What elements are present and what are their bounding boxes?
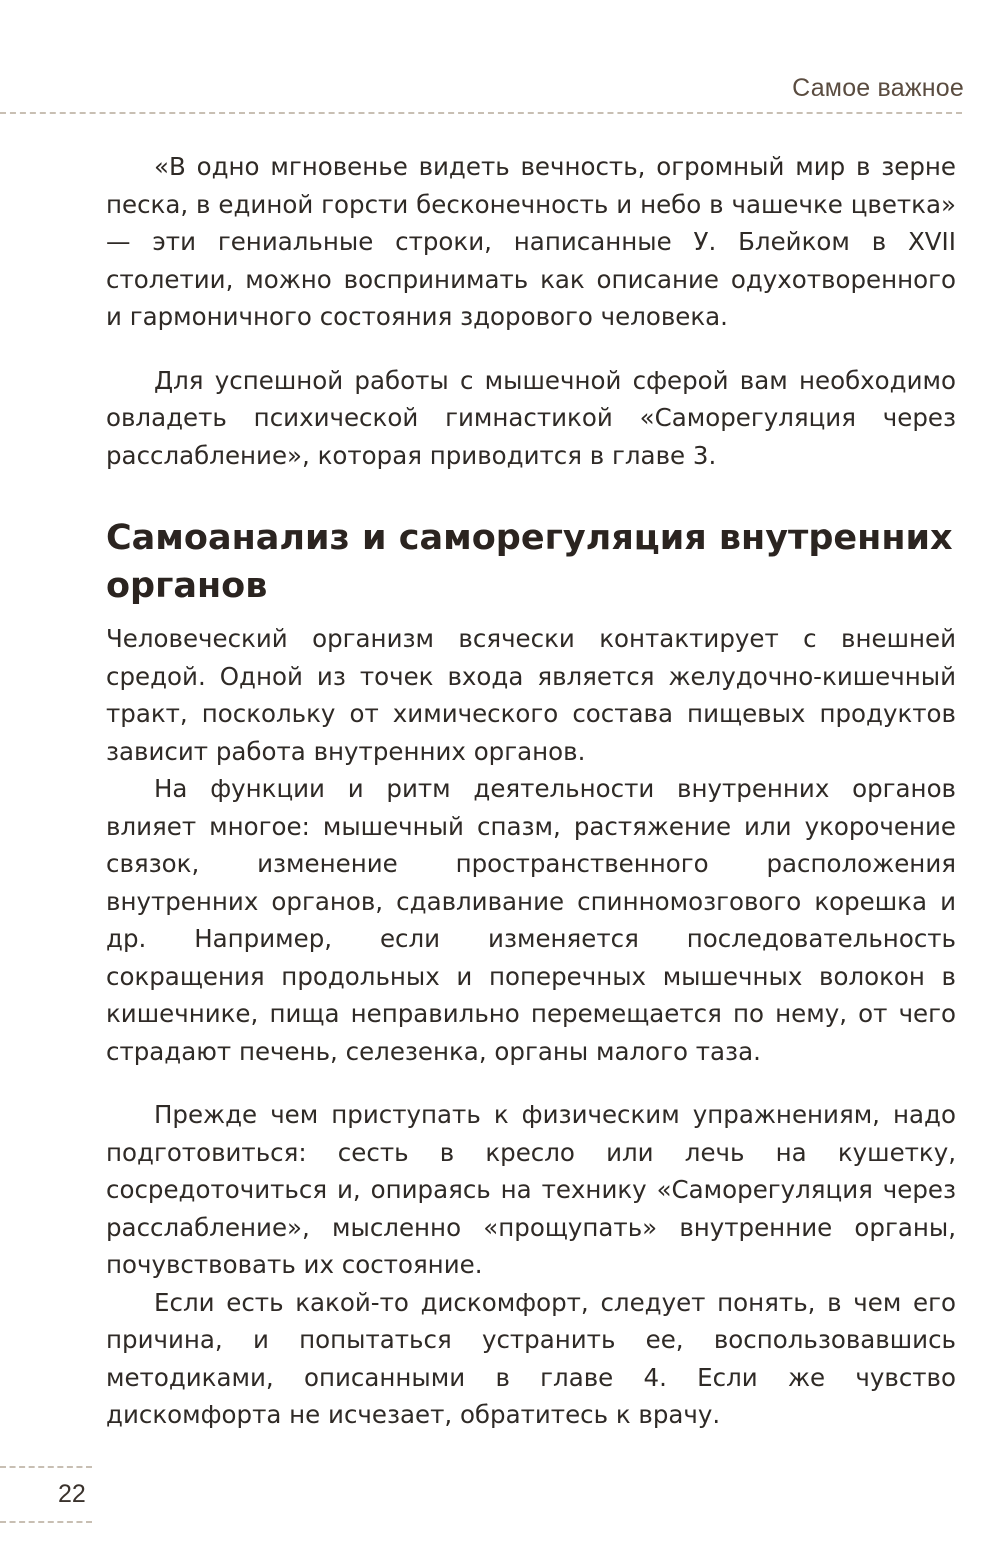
section-heading: Самоанализ и саморегуляция внутренних органов xyxy=(106,518,953,606)
running-title: Самое важное xyxy=(792,74,964,102)
page-number: 22 xyxy=(58,1480,86,1508)
footer-divider-top xyxy=(0,1466,92,1468)
paragraph-preparation: Прежде чем приступать к физическим упражнениям, надо подготовиться: сесть в кресло или лечь на кушетку, сосредоточиться и, опираясь на технику «Саморегуляция через расслабление», мысленно «прощупать» внутренние органы, почувствовать их состояние. xyxy=(106,1100,956,1279)
paragraph-discomfort: Если есть какой-то дискомфорт, следует понять, в чем его причина, и попытаться устранить ее, воспользовавшись методиками, описанными в главе 4. Если же чувство дискомфорта не исчезает, обратитесь к врачу. xyxy=(106,1287,956,1429)
paragraph-organism-contact: Человеческий организм всячески контактирует с внешней средой. Одной из точек входа является желудочно-кишечный тракт, поскольку от химического состава пищевых продуктов зависит работа внутренних органов. xyxy=(106,624,956,766)
footer-divider-bottom xyxy=(0,1521,92,1523)
paragraph-muscle-sphere: Для успешной работы с мышечной сферой вам необходимо овладеть психической гимнастикой «Саморегуляция через расслабление», которая приводится в главе 3. xyxy=(106,365,956,470)
paragraph-organ-functions: На функции и ритм деятельности внутренних органов влияет многое: мышечный спазм, растяжение или укорочение связок, изменение пространственного расположения внутренних органов, сдавливание спинномозгового корешка и др. Например, если изменяется последовательность сокращения продольных и поперечных мышечных волокон в кишечнике, пища неправильно перемещается по нему, от чего страдают печень, селезенка, органы малого таза. xyxy=(106,774,956,1066)
paragraph-blake-quote: «В одно мгновенье видеть вечность, огромный мир в зерне песка, в единой горсти бесконечность и небо в чашечке цветка» — эти гениальные строки, написанные У. Блейком в XVII столетии, можно воспринимать как описание одухотворенного и гармоничного состояния здорового человека. xyxy=(106,152,956,331)
header-divider xyxy=(0,112,962,114)
page-body xyxy=(106,148,956,1434)
